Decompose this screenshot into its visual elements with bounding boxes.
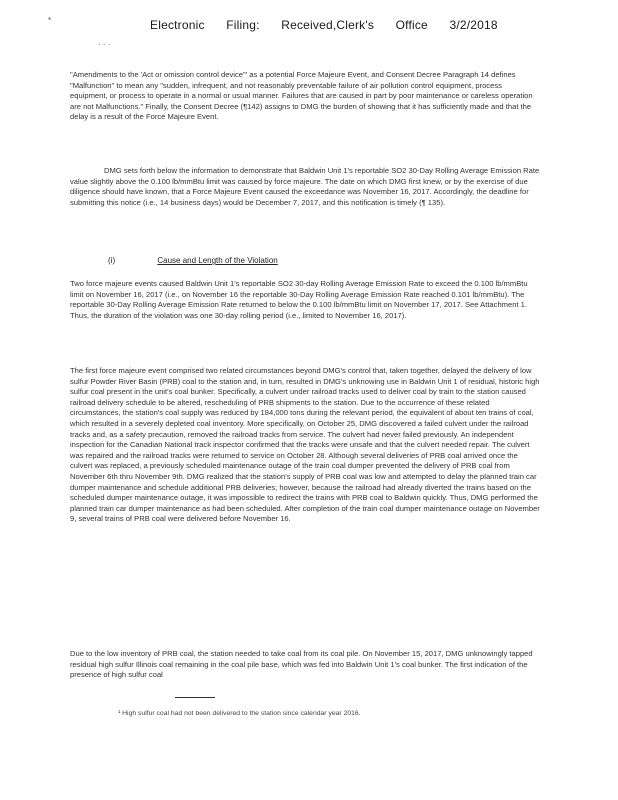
header-date: 3/2/2018 — [449, 18, 498, 32]
paragraph-definitions: "Amendments to the 'Act or omission control device'" as a potential Force Majeure Event, and Consent Decree Paragraph 14 defines "Malfunction" to mean any "sudden, infrequent, and not reasonably preventable failure of air pollution control equipment, process equipment, or process to operate in a normal or usual manner. Failures that are caused in part by poor maintenance or careless operation are not Malfunctions." Finally, the Consent Decree (¶142) assigns to DMG the burden of showing that it has sufficiently made and that the delay is a result of the Force Majeure Event. — [70, 70, 533, 122]
scan-artifact-mark: * — [48, 16, 52, 25]
footnote-separator — [175, 697, 215, 698]
header-received: Received,Clerk's — [281, 18, 375, 32]
paragraph-low-inventory: Due to the low inventory of PRB coal, the station needed to take coal from its coal pile. On November 15, 2017, DMG unknowingly tapped residual high sulfur Illinois coal remaining in the coal pile base, which was fed into Baldwin Unit 1's coal bunker. The first indication of the presence of high sulfur coal — [70, 649, 533, 680]
section-number: (i) — [108, 256, 116, 265]
header-filing: Filing: — [226, 18, 260, 32]
header-electronic: Electronic — [150, 18, 205, 32]
scan-artifact-initials: · · · — [98, 40, 111, 49]
filing-header — [150, 18, 516, 32]
paragraph-notice-timing: DMG sets forth below the information to demonstrate that Baldwin Unit 1's reportable SO2 30-Day Rolling Average Emission Rate value slightly above the 0.100 lb/mmBtu limit was caused by force majeure. The date on which DMG first knew, or by the exercise of due diligence should have known, that a Force Majeure Event caused the exceedance was November 16, 2017. Accordingly, the deadline for submitting this notice (i.e., 14 business days) would be December 7, 2017, and this notification is timely (¶ 135). — [70, 166, 540, 207]
paragraph-first-force-majeure: The first force majeure event comprised two related circumstances beyond DMG's control that, taken together, delayed the delivery of low sulfur Powder River Basin (PRB) coal to the station and, in turn, resulted in DMG's unknowing use in Baldwin Unit 1 of residual, historic high sulfur coal present in the unit's coal bunker. Specifically, a culvert under railroad tracks used to deliver coal by train to the station caused railroad delivery schedule to be altered, rescheduling of PRB shipments to the station. Due to the occurrence of these related circumstances, the station's coal supply was reduced by 184,000 tons during the relevant period, the equivalent of about ten trains of coal, which resulted in a severely depleted coal inventory. More specifically, on October 25, DMG discovered a failed culvert under the railroad tracks and, as a safety precaution, removed the railroad tracks from service. The culvert had never failed previously. An independent inspection for the Canadian National track inspector confirmed that the tracks were unsafe and that the culvert needed repair. The culvert was repaired and the railroad tracks were returned to service on October 28. Although several deliveries of PRB coal arrived once the culvert was replaced, a previously scheduled maintenance outage of the train coal dumper prevented the delivery of PRB coal from November 6th thru November 9th. DMG realized that the station's supply of PRB coal was low and attempted to delay the planned train car dumper maintenance and schedule additional PRB deliveries; however, because the railroad had already diverted the trains based on the scheduled dumper maintenance outage, it was impossible to redirect the trains with PRB coal to Baldwin quickly. Thus, DMG performed the planned train car dumper maintenance as had been scheduled. After completion of the train coal dumper maintenance outage on November 9, several trains of PRB coal were delivered before November 16. — [70, 366, 540, 524]
section-heading — [108, 256, 278, 265]
section-title: Cause and Length of the Violation — [157, 256, 278, 265]
footnote: ¹ High sulfur coal had not been delivered to the station since calendar year 2016. — [118, 710, 361, 717]
header-office: Office — [395, 18, 428, 32]
paragraph-violation-summary: Two force majeure events caused Baldwin Unit 1's reportable SO2 30-day Rolling Average Emission Rate to exceed the 0.100 lb/mmBtu limit on November 16, 2017 (i.e., on November 16 the reportable 30-Day Rolling Average Emission Rate reached 0.101 lb/mmBtu). The reportable 30-Day Rolling Average Emission Rate returned to below the 0.100 lb/mmBtu limit on November 17, 2017. See Attachment 1. Thus, the duration of the violation was one 30-day rolling period (i.e., limited to November 16, 2017). — [70, 279, 528, 320]
